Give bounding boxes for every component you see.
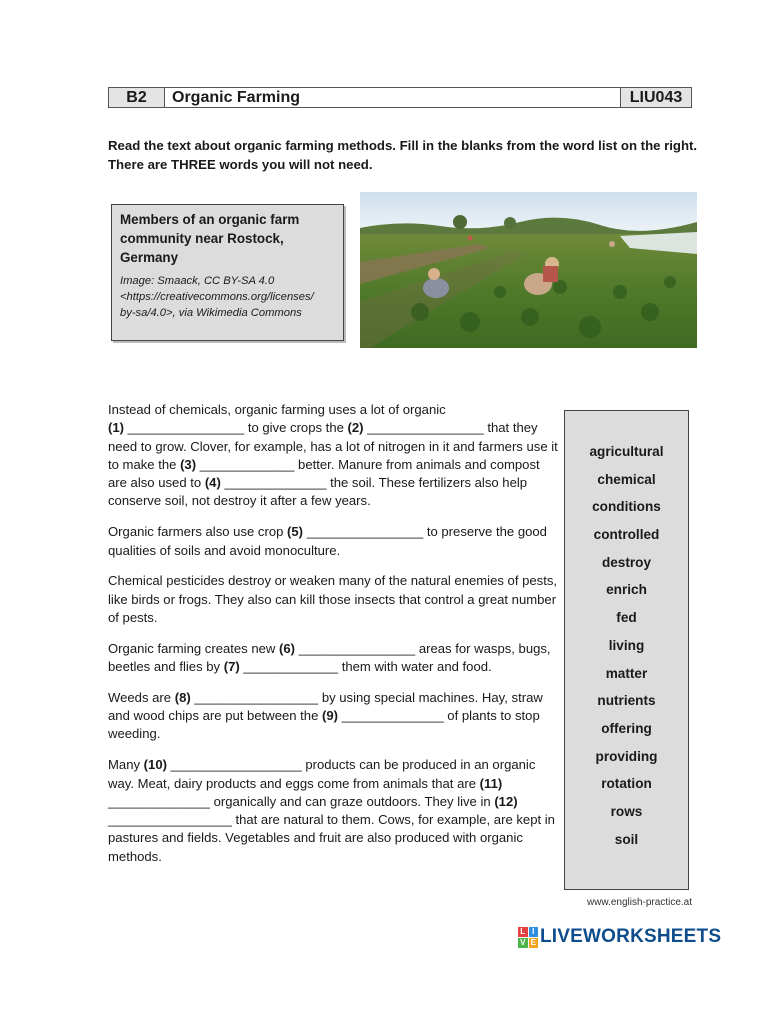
blank-9[interactable]: ______________ (341, 708, 444, 724)
worksheet-code: LIU043 (629, 89, 683, 106)
blank-7[interactable]: _____________ (243, 659, 339, 675)
text-segment: better. Manure from animals and compost are also used to (108, 456, 540, 491)
blank-number: (10) (143, 757, 167, 773)
word-item[interactable]: destroy (601, 554, 652, 570)
blank-number: (12) (494, 793, 518, 809)
logo-letter: E (529, 938, 539, 948)
blank-4[interactable]: ______________ (224, 475, 327, 491)
source-url: www.english-practice.at (586, 897, 692, 908)
paragraph-2 (108, 523, 558, 560)
text-segment: them with water and food. (341, 659, 492, 675)
liveworksheets-logo (518, 924, 721, 950)
blank-6[interactable]: ________________ (298, 640, 416, 656)
word-item[interactable]: chemical (597, 471, 656, 487)
caption-credit (120, 273, 335, 321)
paragraph-4 (108, 640, 558, 677)
blank-5[interactable]: ________________ (306, 524, 424, 540)
word-item[interactable]: fed (616, 610, 637, 626)
blank-number: (5) (287, 524, 304, 540)
text-segment: Instead of chemicals, organic farming uses a lot of organic (108, 402, 446, 417)
blank-number: (11) (479, 775, 503, 791)
worksheet-title: Organic Farming (165, 88, 621, 107)
text-segment: Organic farming creates new (108, 640, 276, 656)
word-list (565, 411, 688, 857)
paragraph-6 (108, 756, 558, 866)
word-item[interactable]: conditions (592, 499, 661, 515)
worksheet-header (108, 87, 692, 108)
liveworksheets-logo-text: LIVEWORKSHEETS (540, 926, 722, 947)
word-item[interactable]: living (608, 637, 645, 653)
blank-3[interactable]: _____________ (199, 456, 295, 472)
blank-number: (3) (180, 456, 197, 472)
text-segment: Organic farmers also use crop (108, 524, 284, 540)
image-caption-box (111, 204, 344, 341)
word-item[interactable]: soil (614, 831, 639, 847)
logo-letter: V (518, 938, 528, 948)
logo-letter: I (529, 927, 539, 937)
caption-credit-line: Image: Smaack, CC BY-SA 4.0 (120, 275, 275, 287)
caption-credit-line: by-sa/4.0>, via Wikimedia Commons (120, 307, 302, 319)
blank-number: (4) (204, 475, 221, 491)
caption-title: Members of an organic farm community near Rostock, Germany (120, 212, 300, 265)
word-item[interactable]: agricultural (589, 444, 664, 459)
text-segment: of plants to stop weeding. (108, 708, 540, 742)
blank-2[interactable]: ________________ (367, 420, 484, 436)
text-segment: the soil. These fertilizers also help conserve soil, not destroy it after a few years. (108, 475, 528, 509)
text-segment: that are natural to them. Cows, for example, are kept in pastures and fields. Vegetables and fruit are also produced with organic methods. (108, 812, 555, 864)
logo-letter: L (518, 927, 528, 937)
paragraph-3: Chemical pesticides destroy or weaken many of the natural enemies of pests, like birds or frogs. They also can kill those insects that control a great number of pests. (108, 573, 558, 625)
instructions: Read the text about organic farming methods. Fill in the blanks from the word list on the right. There are THREE words you will not need. (108, 138, 698, 172)
caption-credit-line: <https://creativecommons.org/licenses/ (120, 291, 314, 303)
paragraph-5 (108, 689, 558, 744)
blank-number: (2) (347, 420, 364, 436)
farm-photo (360, 192, 697, 348)
text-segment: Many (108, 757, 141, 773)
paragraph-1 (108, 401, 558, 511)
text-segment: organically and can graze outdoors. They live in (213, 793, 491, 809)
gap-fill-text (108, 401, 558, 879)
word-item[interactable]: controlled (593, 527, 660, 543)
blank-8[interactable]: _________________ (194, 689, 319, 705)
blank-11[interactable]: ______________ (108, 793, 210, 809)
word-item[interactable]: providing (595, 748, 658, 764)
blank-number: (8) (174, 689, 191, 705)
text-segment: products can be produced in an organic way. Meat, dairy products and eggs come from animals that are (108, 757, 536, 791)
blank-number: (7) (223, 659, 240, 675)
word-item[interactable]: enrich (606, 582, 647, 598)
text-segment: that they need to grow. Clover, for example, has a lot of nitrogen in it and farmers use it to make the (108, 420, 558, 472)
word-item[interactable]: offering (601, 720, 652, 736)
liveworksheets-logo-icon (518, 927, 538, 947)
level-label: B2 (109, 88, 165, 107)
word-item[interactable]: rows (610, 803, 643, 819)
text-segment: Weeds are (108, 689, 172, 705)
text-segment: to preserve the good qualities of soils and avoid monoculture. (108, 524, 547, 558)
word-item[interactable]: rotation (601, 776, 652, 792)
text-segment: areas for wasps, bugs, beetles and flies by (108, 640, 551, 675)
blank-10[interactable]: __________________ (170, 757, 302, 773)
text-segment: to give crops the (247, 420, 344, 436)
blank-12[interactable]: _________________ (108, 812, 232, 828)
blank-number: (1) (108, 420, 125, 436)
blank-number: (9) (322, 708, 339, 724)
word-item[interactable]: nutrients (597, 693, 656, 709)
word-list-box (564, 410, 689, 890)
text-segment: by using special machines. Hay, straw and wood chips are put between the (108, 689, 543, 724)
blank-number: (6) (279, 640, 296, 656)
blank-1[interactable]: ________________ (127, 420, 245, 436)
word-item[interactable]: matter (605, 665, 648, 681)
